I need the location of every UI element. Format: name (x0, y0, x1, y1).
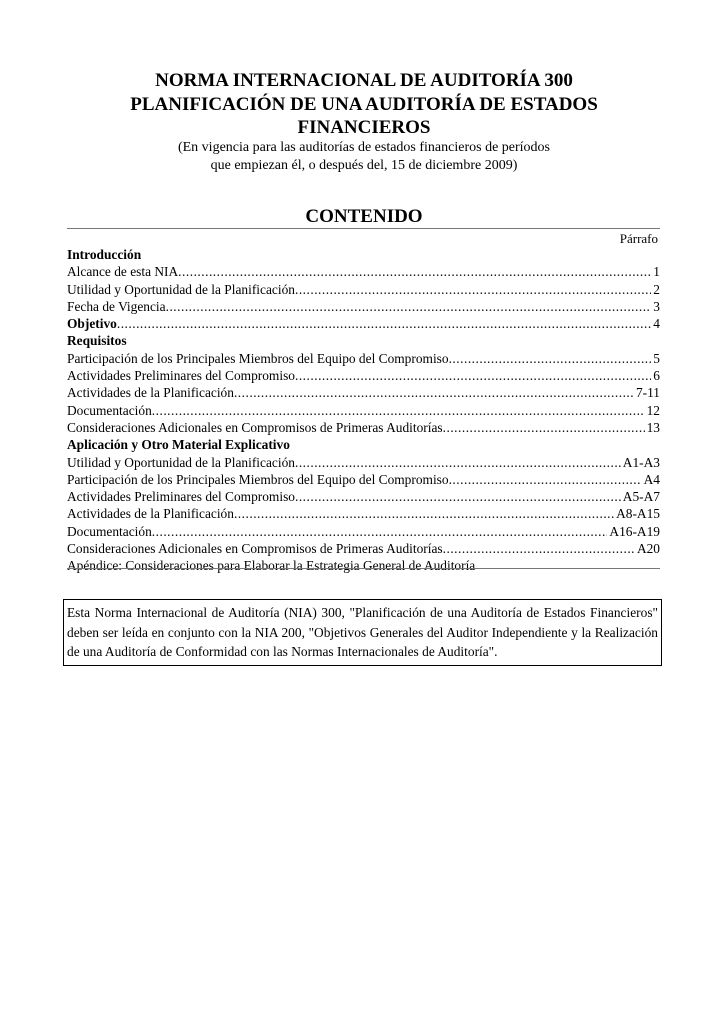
toc-entry-objetivo[interactable] (67, 315, 660, 332)
toc-entry-label: Actividades Preliminares del Compromiso (67, 489, 295, 505)
dot-leader (295, 281, 651, 298)
dot-leader (234, 505, 614, 522)
toc-entry-label: Participación de los Principales Miembros del Equipo del Compromiso (67, 350, 449, 366)
table-of-contents (67, 246, 660, 575)
toc-entry-label: Consideraciones Adicionales en Compromisos de Primeras Auditorías (67, 541, 443, 557)
toc-entry-label: Actividades de la Planificación (67, 385, 234, 401)
dot-leader (449, 471, 642, 488)
title-line-1: NORMA INTERNACIONAL DE AUDITORÍA 300 (155, 70, 573, 91)
toc-entry[interactable] (67, 471, 660, 488)
title-line-2: PLANIFICACIÓN DE UNA AUDITORÍA DE ESTADOS (130, 94, 598, 115)
toc-entry-paragraph: 13 (646, 419, 660, 435)
dot-leader (295, 454, 621, 471)
dot-leader (178, 263, 651, 280)
toc-entry-paragraph: 1 (653, 264, 660, 280)
dot-leader (117, 315, 651, 332)
toc-entry[interactable] (67, 367, 660, 384)
toc-entry-paragraph: 12 (646, 402, 660, 418)
toc-entry[interactable] (67, 505, 660, 522)
dot-leader (152, 402, 645, 419)
toc-entry-paragraph: 6 (653, 368, 660, 384)
toc-entry[interactable] (67, 540, 660, 557)
top-rule (67, 228, 660, 229)
toc-entry[interactable] (67, 350, 660, 367)
toc-entry-paragraph: A20 (636, 541, 660, 557)
toc-entry-paragraph: 7-11 (635, 385, 660, 401)
toc-entry-paragraph: A4 (643, 471, 660, 487)
dot-leader (449, 350, 652, 367)
section-heading-aplicacion: Aplicación y Otro Material Explicativo (67, 437, 290, 453)
section-heading-requisitos: Requisitos (67, 333, 127, 349)
toc-entry[interactable] (67, 454, 660, 471)
toc-entry-label: Fecha de Vigencia (67, 298, 166, 314)
toc-entry-paragraph: 5 (653, 350, 660, 366)
toc-entry-label: Utilidad y Oportunidad de la Planificación (67, 454, 295, 470)
toc-entry[interactable] (67, 263, 660, 280)
dot-leader (295, 488, 621, 505)
subtitle-line-1: (En vigencia para las auditorías de estados financieros de períodos (177, 140, 551, 155)
toc-entry-paragraph: 2 (653, 281, 660, 297)
toc-entry[interactable] (67, 419, 660, 436)
toc-entry-label: Documentación (67, 523, 152, 539)
appendix-label: Apéndice: Consideraciones para Elaborar la Estrategia General de Auditoría (67, 558, 476, 574)
dot-leader (234, 384, 634, 401)
dot-leader (166, 298, 652, 315)
toc-entry-paragraph: 4 (653, 316, 660, 332)
toc-entry-paragraph: A5-A7 (622, 489, 660, 505)
toc-entry-label: Actividades Preliminares del Compromiso (67, 368, 295, 384)
bottom-rule (67, 568, 660, 569)
toc-entry-label: Documentación (67, 402, 152, 418)
toc-entry[interactable] (67, 281, 660, 298)
toc-entry[interactable] (67, 523, 660, 540)
dot-leader (295, 367, 651, 384)
dot-leader (152, 523, 608, 540)
toc-entry[interactable] (67, 488, 660, 505)
toc-entry-paragraph: A16-A19 (609, 523, 660, 539)
toc-entry-label: Actividades de la Planificación (67, 506, 234, 522)
note-box: Esta Norma Internacional de Auditoría (NIA) 300, "Planificación de una Auditoría de Estados Financieros" deben ser leída en conjunto con la NIA 200, "Objetivos Generales del Auditor Independiente y la Realización de una Auditoría de Conformidad con las Normas Internacionales de Auditoría". (63, 599, 662, 666)
toc-entry[interactable] (67, 402, 660, 419)
dot-leader (443, 419, 645, 436)
subtitle-line-2: que empiezan él, o después del, 15 de diciembre 2009) (210, 158, 518, 173)
toc-entry[interactable] (67, 384, 660, 401)
toc-entry-paragraph: 3 (653, 298, 660, 314)
toc-entry-paragraph: A1-A3 (622, 454, 660, 470)
contents-heading: CONTENIDO (305, 206, 423, 227)
toc-entry-label: Alcance de esta NIA (67, 264, 179, 280)
toc-entry-paragraph: A8-A15 (616, 506, 660, 522)
toc-entry-label: Participación de los Principales Miembros del Equipo del Compromiso (67, 471, 449, 487)
toc-entry-label: Consideraciones Adicionales en Compromisos de Primeras Auditorías (67, 419, 443, 435)
paragraph-column-label: Párrafo (619, 231, 658, 246)
toc-entry-label: Utilidad y Oportunidad de la Planificación (67, 281, 295, 297)
title-line-3: FINANCIEROS (297, 117, 431, 138)
toc-entry[interactable] (67, 298, 660, 315)
toc-entry-label: Objetivo (67, 316, 117, 332)
section-heading-introduccion: Introducción (67, 247, 142, 262)
dot-leader (443, 540, 635, 557)
toc-appendix[interactable] (67, 557, 660, 574)
